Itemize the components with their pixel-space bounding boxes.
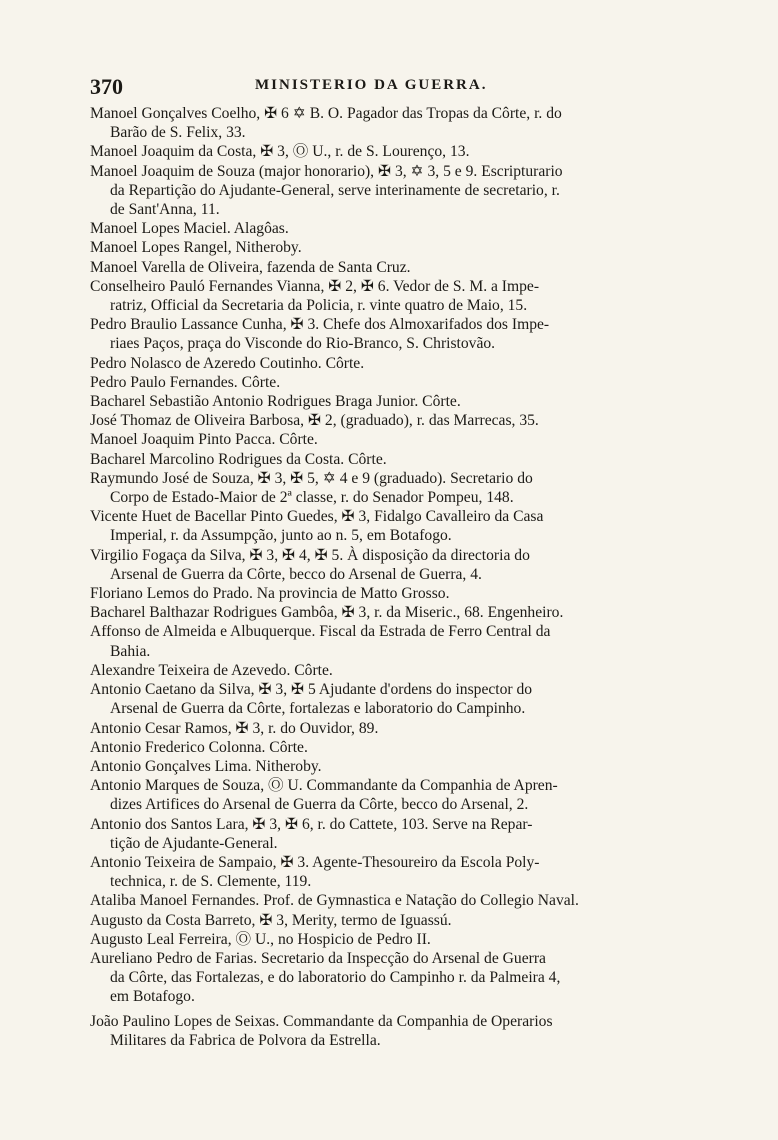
list-item xyxy=(90,162,715,220)
list-item xyxy=(90,142,715,161)
list-item xyxy=(90,392,715,411)
entry-line: José Thomaz de Oliveira Barbosa, ✠ 2, (graduado), r. das Marrecas, 35. xyxy=(90,412,539,430)
page-number: 370 xyxy=(90,74,123,99)
entry-line: Manoel Varella de Oliveira, fazenda de Santa Cruz. xyxy=(90,258,411,276)
entry-line: Imperial, r. da Assumpção, junto ao n. 5, em Botafogo. xyxy=(110,527,452,545)
list-item xyxy=(90,411,715,430)
entry-line: Manoel Joaquim de Souza (major honorario), ✠ 3, ✡ 3, 5 e 9. Escripturario xyxy=(90,162,563,180)
list-item xyxy=(90,469,715,507)
entry-line: Antonio Teixeira de Sampaio, ✠ 3. Agente-Thesoureiro da Escola Poly- xyxy=(90,853,540,871)
entry-line: Antonio Caetano da Silva, ✠ 3, ✠ 5 Ajudante d'ordens do inspector do xyxy=(90,681,533,699)
entry-line: Augusto da Costa Barreto, ✠ 3, Merity, termo de Iguassú. xyxy=(90,911,452,929)
list-item xyxy=(90,430,715,449)
entry-line: Manoel Lopes Rangel, Nitheroby. xyxy=(90,239,302,257)
entry-line: Militares da Fabrica de Polvora da Estrella. xyxy=(110,1031,381,1049)
entry-line: Pedro Braulio Lassance Cunha, ✠ 3. Chefe dos Almoxarifados dos Impe- xyxy=(90,316,550,334)
list-item xyxy=(90,815,715,853)
entry-line: Manoel Lopes Maciel. Alagôas. xyxy=(90,220,289,238)
entry-line: Manoel Joaquim Pinto Pacca. Côrte. xyxy=(90,431,318,449)
running-head: MINISTERIO DA GUERRA. xyxy=(255,77,488,93)
list-item xyxy=(90,450,715,469)
list-item xyxy=(90,373,715,392)
entry-line: Pedro Nolasco de Azeredo Coutinho. Côrte. xyxy=(90,354,365,372)
entry-line: de Sant'Anna, 11. xyxy=(110,201,220,219)
list-item xyxy=(90,219,715,238)
entry-line: tição de Ajudante-General. xyxy=(110,834,278,852)
entry-line: dizes Artifices do Arsenal de Guerra da Côrte, becco do Arsenal, 2. xyxy=(110,796,529,814)
entry-line: Arsenal de Guerra da Côrte, fortalezas e laboratorio do Campinho. xyxy=(110,700,526,718)
list-item xyxy=(90,853,715,891)
list-item xyxy=(90,891,715,910)
entry-line: Bahia. xyxy=(110,642,151,660)
entry-line: Affonso de Almeida e Albuquerque. Fiscal da Estrada de Ferro Central da xyxy=(90,623,551,641)
entry-line: Barão de S. Felix, 33. xyxy=(110,124,246,142)
list-item xyxy=(90,776,715,814)
list-item xyxy=(90,315,715,353)
page-header xyxy=(90,74,730,99)
entry-line: Raymundo José de Souza, ✠ 3, ✠ 5, ✡ 4 e 9 (graduado). Secretario do xyxy=(90,469,533,487)
entry-line: Corpo de Estado-Maior de 2ª classe, r. do Senador Pompeu, 148. xyxy=(110,489,514,507)
entry-line: em Botafogo. xyxy=(110,988,195,1006)
list-item xyxy=(90,719,715,738)
entry-line: Vicente Huet de Bacellar Pinto Guedes, ✠ 3, Fidalgo Cavalleiro da Casa xyxy=(90,508,544,526)
list-item xyxy=(90,930,715,949)
list-item xyxy=(90,546,715,584)
list-item xyxy=(90,258,715,277)
entry-line: Antonio Marques de Souza, Ⓞ U. Commandante da Companhia de Apren- xyxy=(90,777,558,795)
entry-line: Antonio dos Santos Lara, ✠ 3, ✠ 6, r. do Cattete, 103. Serve na Repar- xyxy=(90,815,533,833)
entry-line: Alexandre Teixeira de Azevedo. Côrte. xyxy=(90,661,333,679)
entry-line: Arsenal de Guerra da Côrte, becco do Arsenal de Guerra, 4. xyxy=(110,565,482,583)
entry-list xyxy=(90,104,715,1050)
entry-line: Augusto Leal Ferreira, Ⓞ U., no Hospicio de Pedro II. xyxy=(90,930,431,948)
list-item xyxy=(90,238,715,257)
entry-line: Floriano Lemos do Prado. Na provincia de Matto Grosso. xyxy=(90,585,450,603)
entry-line: Virgilio Fogaça da Silva, ✠ 3, ✠ 4, ✠ 5. À disposição da directoria do xyxy=(90,546,530,564)
entry-line: Antonio Gonçalves Lima. Nitheroby. xyxy=(90,757,322,775)
list-item xyxy=(90,661,715,680)
entry-line: ratriz, Official da Secretaria da Policia, r. vinte quatro de Maio, 15. xyxy=(110,297,528,315)
entry-line: Conselheiro Pauló Fernandes Vianna, ✠ 2, ✠ 6. Vedor de S. M. a Impe- xyxy=(90,277,540,295)
entry-line: Manoel Joaquim da Costa, ✠ 3, Ⓞ U., r. de S. Lourenço, 13. xyxy=(90,143,470,161)
list-item xyxy=(90,738,715,757)
list-item xyxy=(90,277,715,315)
entry-line: Manoel Gonçalves Coelho, ✠ 6 ✡ B. O. Pagador das Tropas da Côrte, r. do xyxy=(90,105,562,122)
entry-line: da Repartição do Ajudante-General, serve interinamente de secretario, r. xyxy=(110,181,560,199)
list-item xyxy=(90,757,715,776)
entry-line: Antonio Frederico Colonna. Côrte. xyxy=(90,738,308,756)
entry-line: da Côrte, das Fortalezas, e do laboratorio do Campinho r. da Palmeira 4, xyxy=(110,969,561,987)
entry-line: Bacharel Balthazar Rodrigues Gambôa, ✠ 3, r. da Miseric., 68. Engenheiro. xyxy=(90,604,564,622)
list-item xyxy=(90,507,715,545)
entry-line: Pedro Paulo Fernandes. Côrte. xyxy=(90,373,281,391)
entry-line: Bacharel Marcolino Rodrigues da Costa. Côrte. xyxy=(90,450,387,468)
entry-line: Antonio Cesar Ramos, ✠ 3, r. do Ouvidor, 89. xyxy=(90,719,379,737)
list-item xyxy=(90,354,715,373)
entry-line: Aureliano Pedro de Farias. Secretario da Inspecção do Arsenal de Guerra xyxy=(90,949,546,967)
list-item xyxy=(90,603,715,622)
list-item xyxy=(90,949,715,1007)
list-item xyxy=(90,622,715,660)
entry-line: Ataliba Manoel Fernandes. Prof. de Gymnastica e Natação do Collegio Naval. xyxy=(90,892,579,910)
list-item xyxy=(90,104,715,142)
entry-line: technica, r. de S. Clemente, 119. xyxy=(110,873,312,891)
list-item xyxy=(90,680,715,718)
entry-line: João Paulino Lopes de Seixas. Commandante da Companhia de Operarios xyxy=(90,1012,553,1030)
list-item xyxy=(90,1012,715,1050)
list-item xyxy=(90,911,715,930)
entry-line: Bacharel Sebastião Antonio Rodrigues Braga Junior. Côrte. xyxy=(90,393,461,411)
entry-line: riaes Paços, praça do Visconde do Rio-Branco, S. Christovão. xyxy=(110,335,496,353)
list-item xyxy=(90,584,715,603)
